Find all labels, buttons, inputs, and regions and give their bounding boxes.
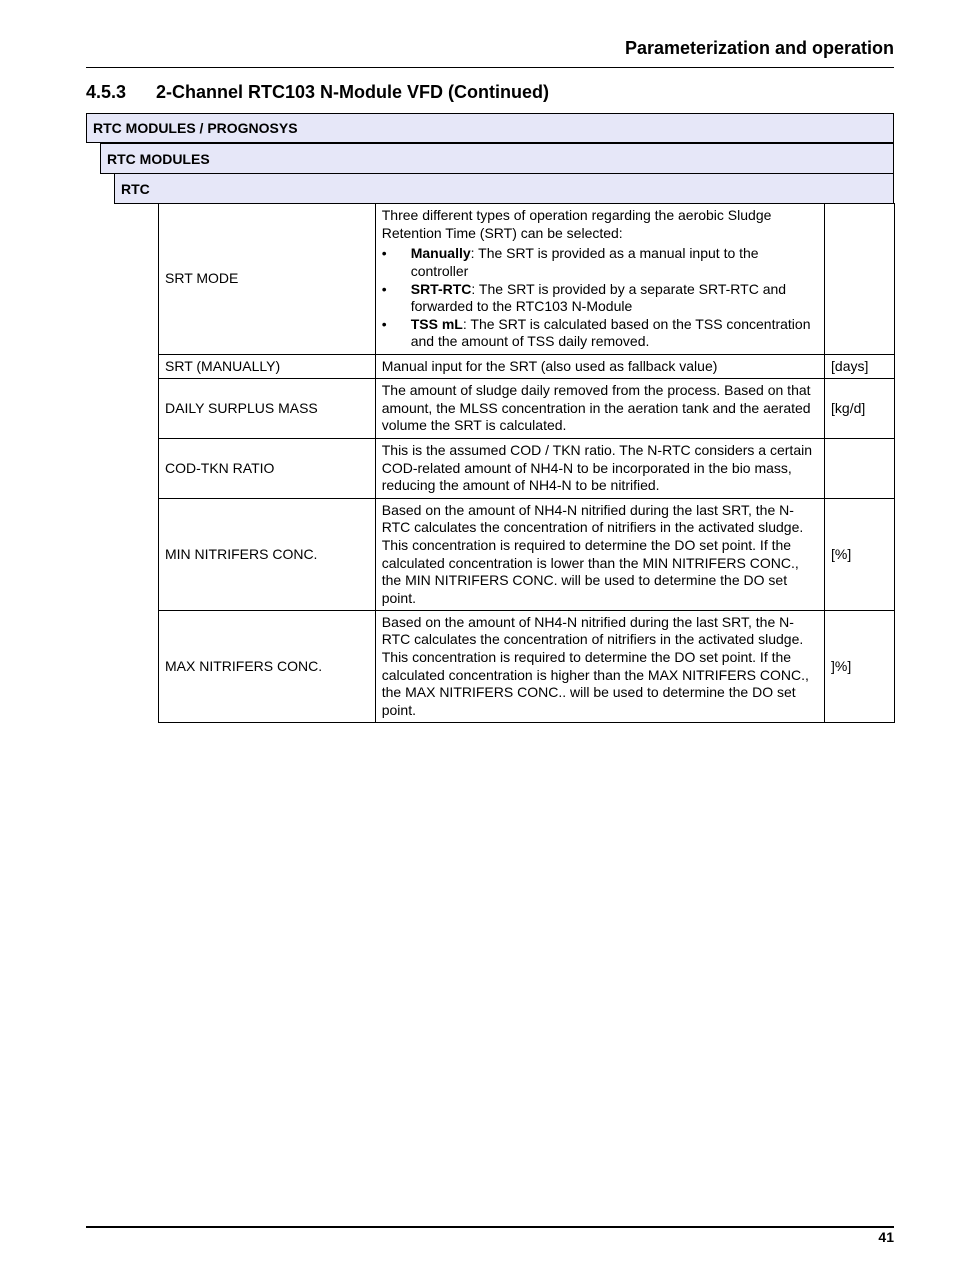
param-unit: [kg/d] <box>825 379 895 439</box>
option-term: SRT-RTC <box>410 280 472 297</box>
param-unit <box>825 439 895 499</box>
param-name: MAX NITRIFERS CONC. <box>159 611 376 723</box>
section-number: 4.5.3 <box>86 82 127 102</box>
table-row <box>159 499 895 611</box>
param-description: Manual input for the SRT (also used as fallback value) <box>375 355 824 379</box>
menu-path-level1: RTC MODULES / PROGNOSYS <box>86 113 894 143</box>
param-unit: ]%] <box>825 611 895 723</box>
table-row <box>159 379 895 439</box>
param-name: MIN NITRIFERS CONC. <box>159 499 376 611</box>
table-row <box>159 204 895 355</box>
menu-path-level2: RTC MODULES <box>100 143 894 174</box>
table-row <box>159 611 895 723</box>
section-heading <box>86 82 549 103</box>
param-name: DAILY SURPLUS MASS <box>159 379 376 439</box>
param-name: SRT MODE <box>159 204 376 355</box>
option-term: TSS mL <box>410 315 463 332</box>
page-header-title: Parameterization and operation <box>624 38 894 58</box>
option-text: : The SRT is provided as a manual input to the controller <box>410 245 759 279</box>
param-unit <box>825 204 895 355</box>
option-item <box>382 316 818 351</box>
param-unit: [%] <box>825 499 895 611</box>
option-item <box>382 281 818 316</box>
option-list <box>382 245 818 351</box>
parameter-table <box>158 203 895 723</box>
param-description: This is the assumed COD / TKN ratio. The N-RTC considers a certain COD-related amount of NH4-N to be incorporated in the bio mass, reducing the amount of NH4-N to be nitrified. <box>375 439 824 499</box>
header-rule <box>86 67 894 68</box>
menu-path-level3: RTC <box>114 173 894 204</box>
table-row <box>159 355 895 379</box>
param-description: The amount of sludge daily removed from the process. Based on that amount, the MLSS concentration in the aeration tank and the aerated volume the SRT is calculated. <box>375 379 824 439</box>
option-term: Manually <box>410 245 471 262</box>
param-name: SRT (MANUALLY) <box>159 355 376 379</box>
param-description <box>375 204 824 355</box>
param-description: Based on the amount of NH4-N nitrified during the last SRT, the N-RTC calculates the concentration of nitrifiers in the activated sludge. This concentration is required to determine the DO set point. If the calculated concentration is higher than the MAX NITRIFERS CONC., the MAX NITRIFERS CONC.. will be used to determine the DO set point. <box>375 611 824 723</box>
param-name: COD-TKN RATIO <box>159 439 376 499</box>
option-text: : The SRT is provided by a separate SRT-RTC and forwarded to the RTC103 N-Module <box>410 280 787 315</box>
param-unit: [days] <box>825 355 895 379</box>
param-description-text: Three different types of operation regarding the aerobic Sludge Retention Time (SRT) can be selected: <box>381 207 772 241</box>
option-item <box>382 245 818 280</box>
table-row <box>159 439 895 499</box>
footer-rule <box>86 1226 894 1228</box>
page-number: 41 <box>878 1229 894 1245</box>
section-title: 2-Channel RTC103 N-Module VFD (Continued) <box>156 82 549 102</box>
option-text: : The SRT is calculated based on the TSS concentration and the amount of TSS daily removed. <box>410 315 811 350</box>
param-description: Based on the amount of NH4-N nitrified during the last SRT, the N-RTC calculates the concentration of nitrifiers in the activated sludge. This concentration is required to determine the DO set point. If the calculated concentration is lower than the MIN NITRIFERS CONC., the MIN NITRIFERS CONC. will be used to determine the DO set point. <box>375 499 824 611</box>
